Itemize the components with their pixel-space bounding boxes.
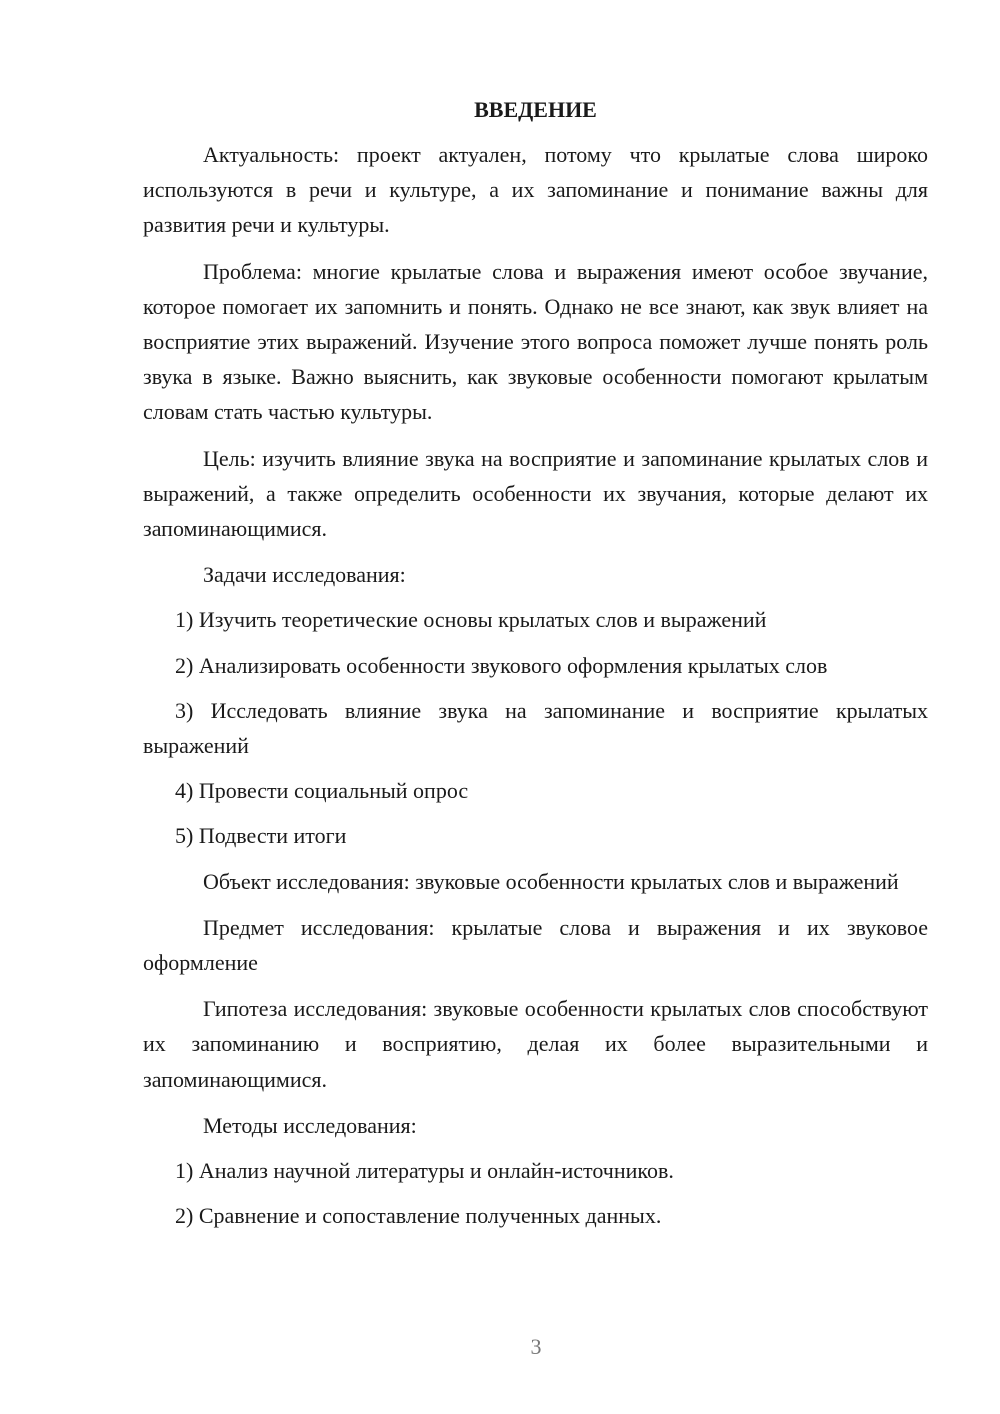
method-item: 1) Анализ научной литературы и онлайн-источников. [175, 1158, 674, 1184]
object-paragraph: Объект исследования: звуковые особенности крылатых слов и выражений [203, 868, 899, 894]
document-page [143, 93, 928, 1243]
tasks-heading: Задачи исследования: [203, 562, 406, 588]
task-item: 1) Изучить теоретические основы крылатых слов и выражений [175, 607, 767, 633]
methods-heading: Методы исследования: [203, 1112, 417, 1138]
page-number: 3 [530, 1334, 542, 1359]
method-item: 2) Сравнение и сопоставление полученных данных. [175, 1203, 662, 1229]
subject-paragraph: Предмет исследования: крылатые слова и выражения и их звуковое оформление [143, 914, 928, 976]
goal-paragraph: Цель: изучить влияние звука на восприятие и запоминание крылатых слов и выражений, а также определить особенности их звучания, которые делают их запоминающимися. [143, 445, 928, 542]
task-item: 3) Исследовать влияние звука на запоминание и восприятие крылатых выражений [143, 697, 928, 759]
problem-paragraph: Проблема: многие крылатые слова и выражения имеют особое звучание, которое помогает их запомнить и понять. Однако не все знают, как звук влияет на восприятие этих выражений. Изучение этого вопроса поможет лучше понять роль звука в языке. Важно выяснить, как звуковые особенности помогают крылатым словам стать частью культуры. [143, 258, 928, 425]
page-title: ВВЕДЕНИЕ [474, 97, 597, 122]
hypothesis-paragraph: Гипотеза исследования: звуковые особенности крылатых слов способствуют их запоминанию и восприятию, делая их более выразительными и запоминающимися. [143, 996, 928, 1092]
task-item: 5) Подвести итоги [175, 823, 347, 849]
task-item: 2) Анализировать особенности звукового оформления крылатых слов [175, 652, 828, 678]
relevance-paragraph: Актуальность: проект актуален, потому что крылатые слова широко используются в речи и культуре, а их запоминание и понимание важны для развития речи и культуры. [143, 142, 928, 238]
task-item: 4) Провести социальный опрос [175, 778, 469, 804]
